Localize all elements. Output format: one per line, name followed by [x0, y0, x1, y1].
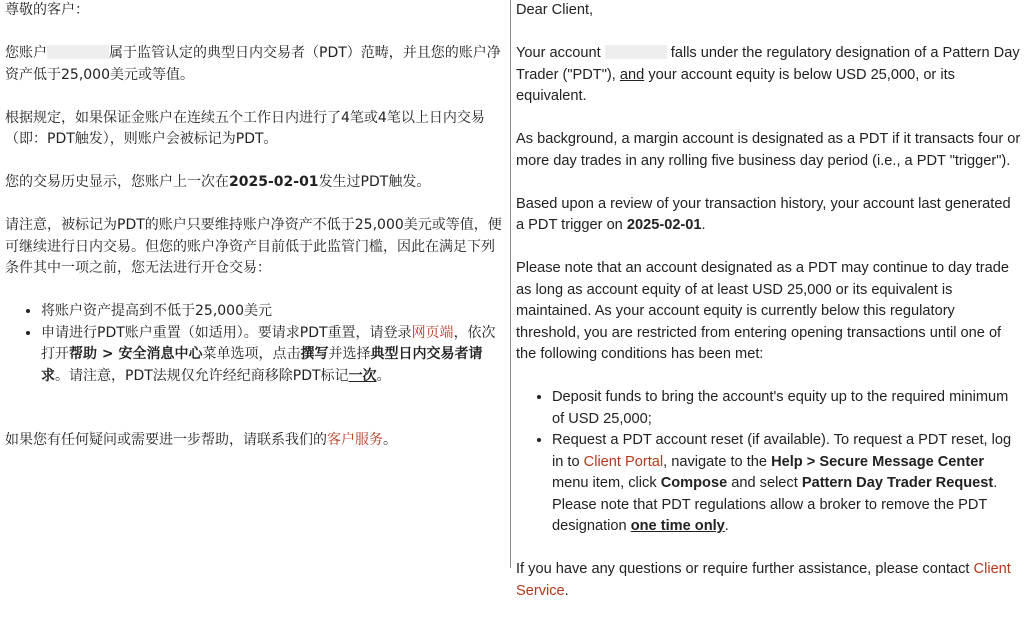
zh-b2-text-c: 菜单选项，点击 [202, 346, 301, 362]
en-paragraph-restriction: Please note that an account designated as a PDT may continue to day trade as long as account equity of at least USD 25,000 or its equivalent is maintained. As your account equity is currently below this regulatory threshold, you are restricted from entering opening transactions until one of the following conditions has been met: [516, 260, 1009, 362]
en-paragraph-trigger-date [516, 194, 1021, 237]
en-condition-reset [552, 430, 1021, 538]
en-trigger-date: 2025-02-01 [626, 217, 702, 233]
zh-request-type: 典型日内交易者请求 [41, 346, 483, 384]
zh-p1-text-b: 属于监管认定的典型日内交易者（PDT）范畴，并且您的账户净资产低于25,000美元或等值。 [5, 45, 501, 83]
en-p1-text-a: Your account [516, 45, 601, 61]
zh-p3-text-b: 发生过PDT触发。 [318, 174, 431, 190]
en-client-portal-link[interactable]: Client Portal [583, 453, 664, 470]
en-paragraph-account-status [516, 43, 1021, 108]
zh-paragraph-restriction: 请注意，被标记为PDT的账户只要维持账户净资产不低于25,000美元或等值，便可继续进行日内交易。但您的账户净资产目前低于此监管门槛，因此在满足下列条件其中一项之前，您无法进行开仓交易： [5, 217, 502, 276]
chinese-notice-column [5, 0, 505, 473]
en-b2-text-e: . Please note that PDT regulations allow a broker to remove the PDT designation [552, 475, 998, 534]
en-b2-text-d: and select [731, 475, 798, 491]
en-p1-text-c: your account equity is below USD 25,000, or its equivalent. [516, 66, 955, 104]
zh-b2-text-d: 并选择 [328, 346, 371, 362]
zh-b2-text-e: 。请注意，PDT法规仅允许经纪商移除PDT标记 [55, 367, 349, 384]
zh-web-portal-link[interactable]: 网页端 [411, 324, 454, 341]
zh-customer-service-link[interactable]: 客户服务 [327, 432, 383, 448]
zh-once-emphasis: 一次 [348, 367, 377, 384]
zh-condition-reset [41, 323, 505, 388]
en-p5-text-a: If you have any questions or require further assistance, please contact [516, 561, 970, 577]
zh-trigger-date: 2025-02-01 [229, 174, 319, 190]
en-paragraph-pdt-definition: As background, a margin account is designated as a PDT if it transacts four or more day trades in any rolling five business day period (i.e., a PDT "trigger"). [516, 131, 1021, 169]
column-divider [510, 0, 511, 568]
zh-p5-text-b: 。 [383, 432, 397, 448]
en-and-underlined: and [619, 66, 645, 83]
en-condition-deposit: • Deposit funds to bring the account's equity up to the required minimum of USD 25,000; [552, 387, 1021, 430]
zh-compose-label: 撰写 [300, 346, 329, 362]
zh-condition-deposit: • 将账户资产提高到不低于25,000美元 [41, 301, 505, 323]
zh-b2-text-f: 。 [376, 367, 391, 384]
zh-p1-text-a: 您账户 [5, 45, 47, 61]
zh-b2-text-b: ，依次打开 [41, 324, 496, 362]
en-request-type: Pattern Day Trader Request [801, 475, 994, 491]
en-p3-text-b: . [701, 217, 706, 233]
en-p3-text-a: Based upon a review of your transaction history, your account last generated a PDT trigger on [516, 195, 1011, 233]
zh-paragraph-account-status [5, 43, 505, 86]
zh-paragraph-trigger-date [5, 172, 505, 194]
en-b2-text-a: Request a PDT account reset (if available). To request a PDT reset, log in to [552, 432, 1012, 470]
zh-conditions-list [5, 301, 505, 387]
zh-menu-path: 帮助 > 安全消息中心 [69, 346, 203, 362]
en-conditions-list [516, 387, 1021, 538]
en-menu-path: Help > Secure Message Center [771, 453, 984, 470]
en-b2-text-b: , navigate to the [663, 453, 768, 470]
en-paragraph-contact [516, 559, 1021, 602]
en-p5-text-b: . [564, 582, 569, 599]
en-client-service-link[interactable]: Client Service [516, 561, 1011, 599]
zh-p5-text-a: 如果您有任何疑问或需要进一步帮助，请联系我们的 [5, 432, 327, 448]
account-number-redaction [47, 45, 109, 59]
zh-paragraph-pdt-definition: 根据规定，如果保证金账户在连续五个工作日内进行了4笔或4笔以上日内交易（即：PDT触发），则账户会被标记为PDT。 [5, 109, 485, 147]
account-number-redaction [605, 45, 667, 59]
zh-greeting: 尊敬的客户： [5, 2, 89, 18]
zh-b2-text-a: 申请进行PDT账户重置（如适用）。要请求PDT重置，请登录 [41, 324, 412, 341]
en-p1-text-b: falls under the regulatory designation of a Pattern Day Trader ("PDT"), [516, 45, 1020, 83]
en-b2-text-c: menu item, click [552, 475, 657, 491]
zh-p3-text-a: 您的交易历史显示，您账户上一次在 [5, 174, 229, 190]
en-one-time-only-emphasis: one time only [630, 518, 725, 534]
en-compose-label: Compose [660, 475, 728, 491]
en-greeting: Dear Client, [516, 2, 594, 18]
english-notice-column [516, 0, 1021, 624]
en-b2-text-f: . [724, 518, 729, 534]
zh-paragraph-contact [5, 430, 505, 452]
